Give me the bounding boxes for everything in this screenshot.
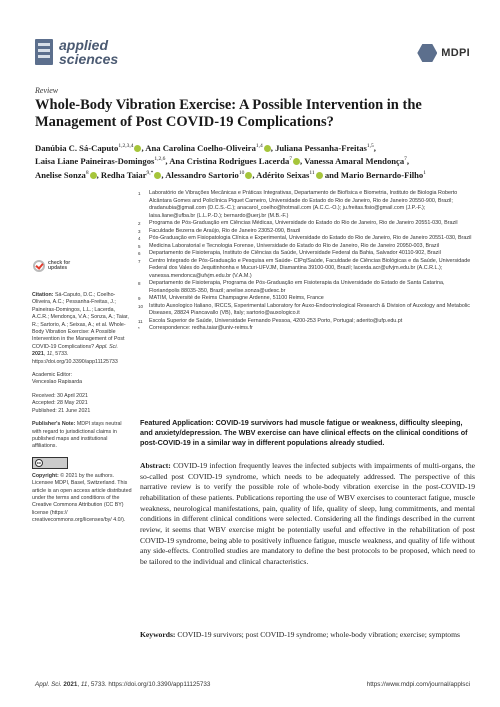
author-name: Juliana Pessanha-Freitas [275, 142, 367, 153]
affiliation-number: 9 [138, 296, 141, 301]
author-name: Mario Bernardo-Filho [340, 169, 424, 180]
footer-journal: Appl. Sci. [35, 681, 62, 688]
affiliation-item [138, 190, 473, 220]
abstract-label: Abstract: [140, 461, 171, 470]
featured-application-label: Featured Application: [140, 418, 214, 427]
copyright-text: © 2021 by the authors. Licensee MDPI, Basel, Switzerland. This article is an open access article distributed under the terms and conditions of the Creative Commons Attribution (CC BY) license (https:// creativecommons.org/licenses/by/ 4.0/). [32, 472, 132, 524]
keywords [140, 630, 475, 640]
author[interactable] [341, 170, 426, 180]
author-name: Laisa Liane Paineiras-Domingos [35, 156, 155, 167]
footer-doi[interactable]: , 5733. https://doi.org/10.3390/app11125733 [87, 681, 211, 688]
publisher-note-label: Publisher's Note: [32, 421, 76, 428]
author-affiliation-marker: 1,2,3,4 [118, 143, 134, 149]
academic-editor-name: Venceslao Rapisarda [32, 379, 83, 386]
author-name: Anelise Sonza [35, 169, 86, 180]
author[interactable] [275, 143, 376, 153]
affiliation-item [138, 325, 473, 333]
abstract [140, 461, 475, 568]
affiliation-text: Pós-Graduação em Fisiopatologia Clínica e Experimental, Universidade do Estado do Rio de Janeiro, Rio de Janeiro 20551-030, Brazil [149, 235, 472, 241]
citation-text: Sá-Caputo, D.C.; Coelho-Oliveira, A.C.; Pessanha-Freitas, J.; Paineiras-Domingos, L.L.; Lacerda, A.C.R.; Mendonça, V.A.; Sonza, A.; Taiar, R.; Sartorio, A.; Seixas, A.; et al. Whole-Body Vibration Exercise: A Possible Intervention in the Management of Post COVID-19 Complications? [32, 292, 129, 350]
keywords-label: Keywords: [140, 630, 176, 639]
author-name: Vanessa Amaral Mendonça [304, 156, 405, 167]
journal-name [59, 38, 118, 66]
affiliation-item [138, 318, 473, 326]
affiliation-number: 7 [138, 258, 141, 264]
affiliation-number: 3 [138, 228, 141, 234]
affiliation-item [138, 250, 473, 258]
affiliation-text: Correspondence: redha.taiar@univ-reims.fr [149, 325, 253, 331]
cc-license-badge[interactable] [32, 457, 68, 469]
page-header [35, 38, 470, 78]
orcid-icon[interactable] [316, 172, 323, 179]
accepted-date: Accepted: 28 May 2021 [32, 400, 88, 407]
received-date: Received: 30 April 2021 [32, 392, 88, 399]
author-separator: , [165, 156, 170, 167]
journal-name-line1: applied [59, 37, 109, 53]
dates-block [32, 393, 132, 415]
footer-volume: 11 [80, 681, 88, 688]
author-affiliation-marker: 1,4 [255, 143, 263, 149]
check-updates-text [48, 261, 70, 272]
footer-year: 2021 [63, 681, 78, 688]
author-name: Redha Taiar [100, 169, 147, 180]
author-affiliation-marker: 9,* [146, 169, 154, 176]
author-name: Danúbia C. Sá-Caputo [35, 142, 119, 153]
journal-logo[interactable] [35, 38, 118, 66]
author-list [35, 141, 475, 181]
publisher-note-text: MDPI stays neutral with regard to jurisdictional claims in published maps and institutional affiliations. [32, 421, 122, 450]
author-affiliation-marker: 11 [309, 169, 315, 176]
affiliation-number: 11 [138, 318, 143, 324]
affiliation-text: Centro Integrado de Pós-Graduação e Pesquisa em Saúde- CIPq/Saúde, Faculdade de Ciências Biológicas e da Saúde, Universidade Federal dos Vales do Jequitinhonha e Mucuri-UFVJM, Diamantina 39100-000, Brazil; lacerda.acr@ufvjm.edu.br (A.C.R.L.); vanessa.mendonca@ufvjm.edu.br (V.A.M.) [149, 257, 471, 279]
featured-application [140, 418, 475, 448]
author-affiliation-marker: 1,2,6 [154, 156, 166, 163]
left-sidebar [32, 292, 132, 531]
featured-application-text: COVID-19 survivors had muscle fatigue or weakness, difficulty sleeping, and anxiety/depression. The WBV exercise can have clinical effects on the clinical conditions of post-COVID-19 in a similar way in different populations already studied. [140, 418, 468, 447]
author-separator: , [161, 169, 166, 180]
affiliation-item [138, 258, 473, 281]
orcid-icon[interactable] [264, 145, 271, 152]
affiliation-number: * [138, 326, 140, 331]
citation-year: 2021 [32, 351, 44, 358]
affiliation-text: Istituto Auxologico Italiano, IRCCS, Experimental Laboratory for Auxo-Endocrinological Research & Division of Auxology and Metabolic Diseases, 28824 Piancavallo (VB), Italy; sartorio@auxologico.it [149, 302, 470, 316]
check-updates-icon [33, 260, 45, 272]
affiliation-text: Programa de Pós-Graduação em Ciências Médicas, Universidade do Estado do Rio de Janeiro, Rio de Janeiro 20551-030, Brazil [149, 220, 458, 226]
published-date: Published: 21 June 2021 [32, 407, 91, 414]
affiliation-number: 5 [138, 243, 141, 249]
affiliation-number: 8 [138, 281, 141, 286]
affiliation-text: MATIM, Université de Reims Champagne Ardenne, 51100 Reims, France [149, 295, 324, 301]
affiliation-item [138, 228, 473, 236]
author-separator: , [300, 156, 305, 167]
author[interactable] [35, 143, 145, 153]
affiliation-item [138, 220, 473, 228]
author-affiliation-marker: 7 [289, 156, 293, 163]
author[interactable] [101, 170, 165, 180]
affiliation-number: 1 [138, 191, 141, 196]
journal-name-line2: sciences [59, 51, 119, 67]
mdpi-logo[interactable] [417, 44, 470, 62]
keywords-text: COVID-19 survivors; post COVID-19 syndrome; whole-body vibration; exercise; symptoms [177, 630, 460, 639]
citation-label: Citation: [32, 292, 54, 298]
author-affiliation-marker: 8 [85, 169, 89, 176]
author-affiliation-marker: 7 [404, 156, 407, 163]
footer-journal-url[interactable]: https://www.mdpi.com/journal/applsci [366, 681, 470, 688]
author-separator: , [373, 142, 376, 153]
affiliation-number: 4 [138, 236, 141, 241]
affiliation-item [138, 295, 473, 303]
article-type: Review [35, 86, 59, 95]
author-separator: and [322, 169, 341, 180]
affiliation-text: Departamento de Fisioterapia, Programa de Pós-Graduação em Fisioterapia da Universidade do Estado de Santa Catarina, Florianópolis 88035-350, Brazil; anelise.sonza@udesc.br [149, 280, 445, 294]
affiliations-list [138, 190, 473, 333]
cc-icon: cc [36, 459, 42, 465]
affiliation-number: 2 [138, 221, 141, 226]
affiliation-text: Laboratório de Vibrações Mecânicas e Práticas Integrativas, Departamento de Biofísica e Biometria, Instituto de Biologia Roberto Alcântara Gomes and Policlínica Piquet Carneiro, Universidade do Estado do Rio de Janeiro, Rio de Janeiro 20550-900, Brazil; dradanubia@gmail.com (D.C.S.-C.); anacarol_coelho@hotmail.com (A.C.C.-O.); ju.freitas.fisio@gmail.com (J.P.-F.); laisa.liane@ufba.br (L.L.P.-D.); bernardo@uerj.br (M.B.-F.) [149, 190, 458, 219]
author[interactable] [145, 143, 275, 153]
copyright-block [32, 473, 132, 525]
affiliation-item [138, 280, 473, 295]
affiliation-item [138, 303, 473, 318]
citation-doi[interactable]: , 5733. https://doi.org/10.3390/app11125733 [32, 351, 118, 365]
citation-volume: 11 [46, 351, 53, 358]
author-separator: , [406, 156, 410, 167]
author[interactable] [165, 170, 256, 180]
citation-block: Citation: Sá-Caputo, D.C.; Coelho-Oliveira, A.C.; Pessanha-Freitas, J.; Paineiras-Domingos, L.L.; Lacerda, A.C.R.; Mendonça, V.A.; Sonza, A.; Taiar, R.; Sartorio, A.; Seixas, A.; et al. Whole-Body Vibration Exercise: A Possible Intervention in the Management of Post COVID-19 Complications? Appl. Sci. 2021, 11, 5733. https://doi.org/10.3390/app11125733 [32, 292, 129, 365]
affiliation-text: Departamento de Fisioterapia, Instituto de Ciências da Saúde, Universidade Federal da Bahia, Salvador 40110-902, Brazil [149, 250, 441, 256]
affiliation-text: Medicina Laboratorial e Tecnologia Forense, Universidade do Estado do Rio de Janeiro, Rio de Janeiro 20950-003, Brazil [149, 242, 439, 249]
academic-editor-label: Academic Editor: [32, 372, 73, 379]
copyright-label: Copyright: [32, 472, 59, 479]
check-updates-line2: updates [48, 265, 68, 271]
author-name: Alessandro Sartorio [165, 169, 239, 180]
author[interactable] [35, 156, 169, 166]
author-affiliation-marker: 1 [423, 169, 426, 176]
check-for-updates-badge[interactable] [33, 260, 70, 272]
author[interactable] [169, 156, 304, 166]
affiliation-text: Faculdade Bezerra de Araújo, Rio de Janeiro 23052-090, Brazil [149, 227, 301, 234]
affiliation-number: 10 [138, 303, 144, 309]
author-separator: , [252, 169, 257, 180]
author-name: Adérito Seixas [256, 169, 310, 180]
author-name: Ana Carolina Coelho-Oliveira [145, 142, 256, 153]
check-updates-line1: check for [48, 259, 71, 266]
author-separator: , [270, 142, 276, 153]
author-name: Ana Cristina Rodrigues Lacerda [169, 156, 290, 167]
affiliation-number: 6 [138, 251, 141, 256]
publisher-name: MDPI [441, 47, 470, 59]
affiliation-item [138, 235, 473, 243]
author[interactable] [35, 170, 101, 180]
page-footer [35, 681, 470, 688]
author-affiliation-marker: 10 [238, 169, 245, 176]
orcid-icon[interactable] [293, 158, 300, 165]
journal-logo-icon [35, 39, 53, 65]
affiliation-text: Escola Superior de Saúde, Universidade Fernando Pessoa, 4200-253 Porto, Portugal; aderito@ufp.edu.pt [149, 317, 403, 324]
footer-citation: Appl. Sci. 2021, 11, 5733. https://doi.org/10.3390/app11125733 [35, 681, 211, 688]
affiliation-item [138, 243, 473, 251]
author-separator: , [96, 169, 101, 180]
author[interactable] [304, 156, 409, 166]
author[interactable] [256, 170, 341, 180]
citation-journal: Appl. Sci. [95, 343, 118, 350]
author-affiliation-marker: 1,5 [366, 143, 374, 149]
article-title: Whole-Body Vibration Exercise: A Possible Intervention in the Management of Post COVID-19 Complications? [35, 97, 422, 130]
academic-editor-block [32, 372, 132, 387]
abstract-text: COVID-19 infection frequently leaves the infected subjects with impairments of multi-organs, the so-called post COVID-19 syndrome, which needs to be adequately addressed. The perspective of this narrative review is to verify the possible role of whole-body vibration exercise in the post-COVID-19 rehabilitation of these patients. Publications reporting the use of WBV exercises to counteract fatigue, muscle weakness, neurological manifestations, pain, quality of life, quality of sleep, lung commitments, and mental conditions in different clinical conditions were selected. Considering all the findings described in the current review, it seems that WBV exercise might be potentially useful and effective in the rehabilitation of post COVID-19 syndrome, being able to positively influence fatigue, muscle weakness, and quality of life without any side-effects. Controlled studies are mandatory to define the best protocols to be proposed, which need to be tailored to the individual and clinical characteristics. [140, 461, 475, 566]
author-separator: , [141, 142, 146, 153]
publisher-note-block [32, 421, 132, 451]
orcid-icon[interactable] [90, 172, 97, 179]
mdpi-hexagon-icon [417, 44, 437, 62]
